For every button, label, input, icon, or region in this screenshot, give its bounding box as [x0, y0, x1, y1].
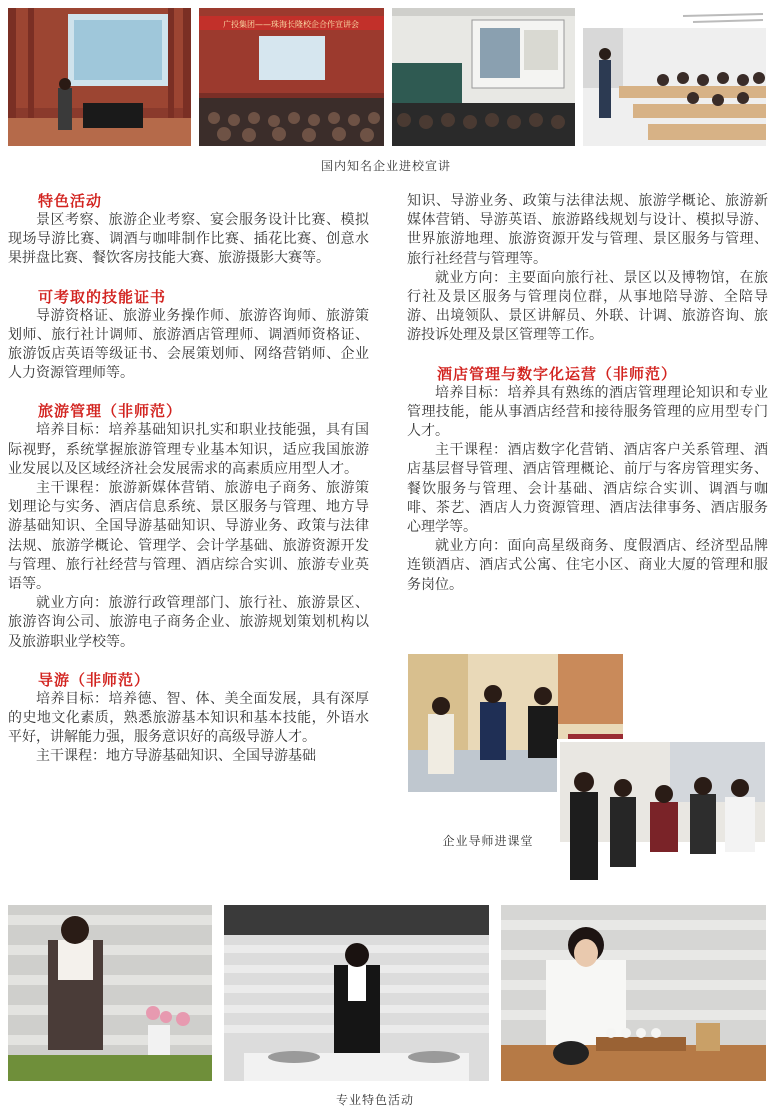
heading-certificates: 可考取的技能证书 — [38, 287, 167, 306]
photo-lecture-classroom — [583, 8, 766, 146]
heading-tourism-management: 旅游管理（非师范） — [38, 402, 183, 421]
tourism-management-careers: 就业方向：旅游行政管理部门、旅行社、旅游景区、旅游咨询公司、旅游电子商务企业、旅游规划策划机构以及旅游职业学校等。 — [8, 595, 369, 650]
tour-guide-goal: 培养目标：培养德、智、体、美全面发展，具有深厚的史地文化素质，熟悉旅游基本知识和基本技能，外语水平好，讲解能力强，服务意识好的高级导游人才。 — [8, 690, 369, 746]
certificates-text: 导游资格证、旅游业务操作师、旅游咨询师、旅游策划师、旅行社计调师、旅游酒店管理师、调酒师资格证、旅游饭店英语等级证书、会展策划师、网络营销师、企业人力资源管理师等。 — [8, 307, 369, 382]
hotel-management-goal: 培养目标：培养具有熟练的酒店管理理论知识和专业管理技能，能从事酒店经营和接待服务管理的应用型专门人才。 — [407, 384, 768, 440]
tourism-management-goal: 培养目标：培养基础知识扎实和职业技能强，具有国际视野，系统掌握旅游管理专业基本知识，适应我国旅游业发展以及区域经济社会发展需求的高素质应用型人才。 — [8, 422, 369, 477]
tour-guide-courses-cont: 知识、导游业务、政策与法律法规、旅游学概论、旅游新媒体营销、导游英语、旅游路线规划与设计、模拟导游、世界旅游地理、旅游资源开发与管理、景区服务与管理、旅行社经营与管理等。 — [407, 193, 768, 267]
heading-tour-guide: 导游（非师范） — [38, 670, 151, 689]
heading-hotel-management: 酒店管理与数字化运营（非师范） — [437, 364, 678, 383]
photo-bartending — [224, 905, 489, 1081]
right-column — [407, 192, 768, 595]
banner-text: 广投集团——珠海长隆校企合作宣讲会 — [223, 20, 359, 29]
photo-mentor-class-2 — [560, 742, 765, 880]
photo-flower-arranging — [8, 905, 212, 1081]
hotel-management-courses: 主干课程：酒店数字化营销、酒店客户关系管理、酒店基层督导管理、酒店管理概论、前厅与客房管理实务、餐饮服务与管理、会计基础、酒店综合实训、调酒与咖啡、茶艺、酒店人力资源管理、酒店法律事务、酒店服务心理学等。 — [407, 442, 768, 536]
tourism-management-courses: 主干课程：旅游新媒体营销、旅游电子商务、旅游策划理论与实务、酒店信息系统、景区服务与管理、地方导游基础知识、全国导游基础知识、导游业务、政策与法律法规、旅游学概论、管理学、会计学基础、旅游资源开发与管理、旅行社经营与管理、酒店综合实训、旅游专业英语等。 — [8, 480, 369, 593]
photo-lecture-projector-room — [392, 8, 575, 146]
caption-top: 国内知名企业进校宣讲 — [320, 159, 451, 173]
left-column — [8, 192, 369, 767]
photo-lecture-stage-piano — [8, 8, 191, 146]
hotel-management-careers: 就业方向：面向高星级商务、度假酒店、经济型品牌连锁酒店、酒店式公寓、住宅小区、商业大厦的管理和服务岗位。 — [407, 538, 768, 593]
heading-featured-activities: 特色活动 — [38, 192, 103, 210]
featured-activities-text: 景区考察、旅游企业考察、宴会服务设计比赛、模拟现场导游比赛、调酒与咖啡制作比赛、插花比赛、创意水果拼盘比赛、餐饮客房技能大赛、旅游摄影大赛等。 — [8, 212, 369, 267]
caption-bottom: 专业特色活动 — [335, 1093, 414, 1107]
photo-lecture-hall-banner — [199, 8, 384, 146]
tour-guide-courses-start: 主干课程：地方导游基础知识、全国导游基础 — [36, 748, 316, 765]
tour-guide-careers: 就业方向：主要面向旅行社、景区以及博物馆，在旅行社及景区服务与管理岗位群，从事地陪导游、全陪导游、出境领队、景区讲解员、外联、计调、旅游咨询、旅游投诉处理及景区管理等工作。 — [407, 269, 768, 344]
caption-middle: 企业导师进课堂 — [442, 834, 534, 848]
photo-tea-art — [501, 905, 766, 1081]
